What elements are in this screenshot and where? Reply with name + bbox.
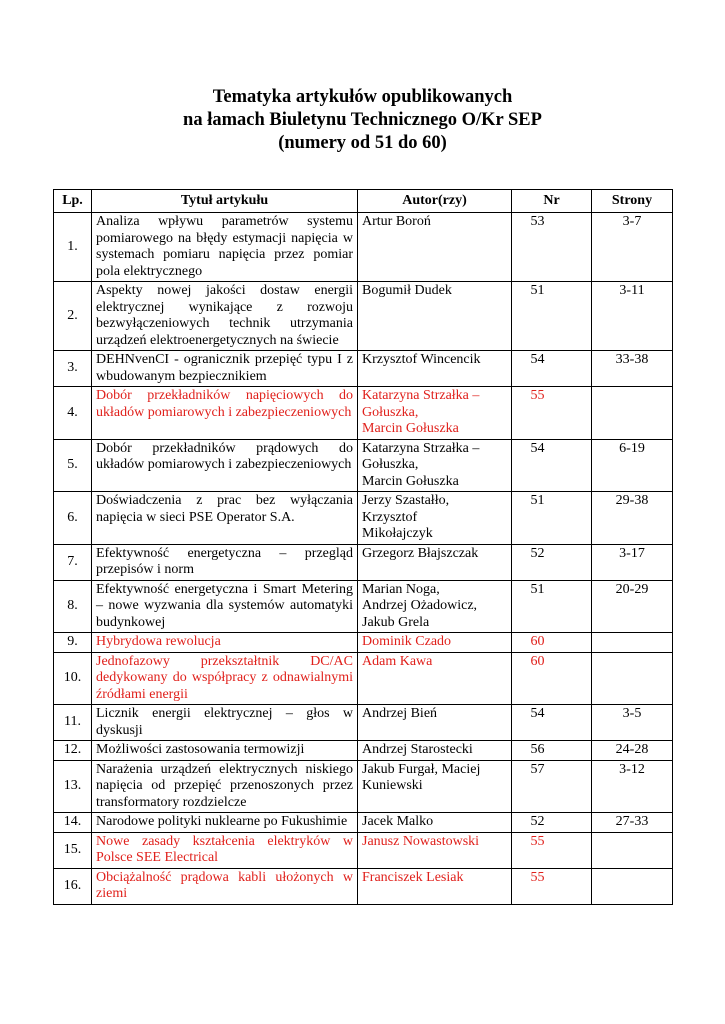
article-title: Możliwości zastosowania termowizji	[92, 741, 358, 761]
page-range	[592, 387, 673, 440]
issue-number: 60	[512, 652, 592, 705]
article-title: Narodowe polityki nuklearne po Fukushimie	[92, 813, 358, 833]
article-author: Adam Kawa	[358, 652, 512, 705]
row-number: 16.	[54, 868, 92, 904]
row-number: 9.	[54, 633, 92, 653]
row-number: 15.	[54, 832, 92, 868]
page-range: 24-28	[592, 741, 673, 761]
table-row	[54, 705, 673, 741]
header-title: Tytuł artykułu	[92, 190, 358, 213]
article-title: Dobór przekładników napięciowych do układów pomiarowych i zabezpieczeniowych	[92, 387, 358, 440]
row-number: 14.	[54, 813, 92, 833]
page-range: 27-33	[592, 813, 673, 833]
table-row	[54, 492, 673, 545]
table-row	[54, 813, 673, 833]
article-title: Obciążalność prądowa kabli ułożonych w ziemi	[92, 868, 358, 904]
page-range: 3-7	[592, 213, 673, 282]
table-row	[54, 351, 673, 387]
table-row	[54, 213, 673, 282]
row-number: 10.	[54, 652, 92, 705]
article-title: Aspekty nowej jakości dostaw energii elektrycznej wynikające z rozwoju bezwyłączeniowych technik utrzymania urządzeń elektroenergetycznych na świecie	[92, 282, 358, 351]
row-number: 4.	[54, 387, 92, 440]
issue-number: 53	[512, 213, 592, 282]
row-number: 1.	[54, 213, 92, 282]
article-title: Efektywność energetyczna – przegląd przepisów i norm	[92, 544, 358, 580]
page-range: 20-29	[592, 580, 673, 633]
article-author: Andrzej Starostecki	[358, 741, 512, 761]
row-number: 12.	[54, 741, 92, 761]
page-range: 3-11	[592, 282, 673, 351]
table-row	[54, 439, 673, 492]
table-row	[54, 741, 673, 761]
article-author: Katarzyna Strzałka – Gołuszka, Marcin Gołuszka	[358, 387, 512, 440]
table-row	[54, 544, 673, 580]
page-range: 3-5	[592, 705, 673, 741]
table-row	[54, 387, 673, 440]
table-row	[54, 282, 673, 351]
article-author: Marian Noga, Andrzej Ożadowicz, Jakub Grela	[358, 580, 512, 633]
article-author: Bogumił Dudek	[358, 282, 512, 351]
article-title: Jednofazowy przekształtnik DC/AC dedykowany do współpracy z odnawialnymi źródłami energii	[92, 652, 358, 705]
issue-number: 57	[512, 760, 592, 813]
article-title: DEHNvenCI - ogranicznik przepięć typu I z wbudowanym bezpiecznikiem	[92, 351, 358, 387]
table-row	[54, 633, 673, 653]
article-author: Dominik Czado	[358, 633, 512, 653]
issue-number: 60	[512, 633, 592, 653]
issue-number: 55	[512, 387, 592, 440]
issue-number: 52	[512, 813, 592, 833]
page-range: 33-38	[592, 351, 673, 387]
article-title: Narażenia urządzeń elektrycznych niskiego napięcia od przepięć przenoszonych przez transformatory rozdzielcze	[92, 760, 358, 813]
article-title: Licznik energii elektrycznej – głos w dyskusji	[92, 705, 358, 741]
article-author: Jakub Furgał, Maciej Kuniewski	[358, 760, 512, 813]
page-range: 3-12	[592, 760, 673, 813]
row-number: 8.	[54, 580, 92, 633]
article-author: Katarzyna Strzałka – Gołuszka, Marcin Gołuszka	[358, 439, 512, 492]
article-author: Jacek Malko	[358, 813, 512, 833]
page-range: 6-19	[592, 439, 673, 492]
issue-number: 52	[512, 544, 592, 580]
row-number: 5.	[54, 439, 92, 492]
issue-number: 55	[512, 832, 592, 868]
page-range: 29-38	[592, 492, 673, 545]
issue-number: 54	[512, 705, 592, 741]
header-author: Autor(rzy)	[358, 190, 512, 213]
row-number: 13.	[54, 760, 92, 813]
issue-number: 54	[512, 351, 592, 387]
page-range	[592, 652, 673, 705]
row-number: 7.	[54, 544, 92, 580]
article-author: Artur Boroń	[358, 213, 512, 282]
page-range: 3-17	[592, 544, 673, 580]
article-title: Hybrydowa rewolucja	[92, 633, 358, 653]
page-range	[592, 832, 673, 868]
table-row	[54, 868, 673, 904]
issue-number: 56	[512, 741, 592, 761]
table-row	[54, 580, 673, 633]
issue-number: 51	[512, 282, 592, 351]
article-author: Krzysztof Wincencik	[358, 351, 512, 387]
page-title	[0, 86, 725, 155]
article-author: Franciszek Lesiak	[358, 868, 512, 904]
title-line-1: Tematyka artykułów opublikowanych	[212, 87, 513, 107]
article-title: Dobór przekładników prądowych do układów pomiarowych i zabezpieczeniowych	[92, 439, 358, 492]
table-row	[54, 652, 673, 705]
title-line-2: na łamach Biuletynu Technicznego O/Kr SEP	[183, 110, 542, 130]
issue-number: 51	[512, 492, 592, 545]
table-row	[54, 832, 673, 868]
page-range	[592, 868, 673, 904]
article-author: Andrzej Bień	[358, 705, 512, 741]
table-header-row	[54, 190, 673, 213]
table-row	[54, 760, 673, 813]
row-number: 2.	[54, 282, 92, 351]
header-lp: Lp.	[54, 190, 92, 213]
issue-number: 54	[512, 439, 592, 492]
row-number: 3.	[54, 351, 92, 387]
article-author: Janusz Nowastowski	[358, 832, 512, 868]
article-author: Jerzy Szastałło, Krzysztof Mikołajczyk	[358, 492, 512, 545]
article-author: Grzegorz Błajszczak	[358, 544, 512, 580]
article-title: Doświadczenia z prac bez wyłączania napięcia w sieci PSE Operator S.A.	[92, 492, 358, 545]
row-number: 6.	[54, 492, 92, 545]
page-range	[592, 633, 673, 653]
article-title: Analiza wpływu parametrów systemu pomiarowego na błędy estymacji napięcia w systemach pomiaru napięcia przez pomiar pola elektrycznego	[92, 213, 358, 282]
article-title: Efektywność energetyczna i Smart Metering – nowe wyzwania dla systemów automatyki budynkowej	[92, 580, 358, 633]
header-pages: Strony	[592, 190, 673, 213]
article-title: Nowe zasady kształcenia elektryków w Polsce SEE Electrical	[92, 832, 358, 868]
title-line-3: (numery od 51 do 60)	[278, 133, 447, 153]
issue-number: 51	[512, 580, 592, 633]
row-number: 11.	[54, 705, 92, 741]
articles-table	[53, 189, 673, 905]
issue-number: 55	[512, 868, 592, 904]
header-nr: Nr	[512, 190, 592, 213]
